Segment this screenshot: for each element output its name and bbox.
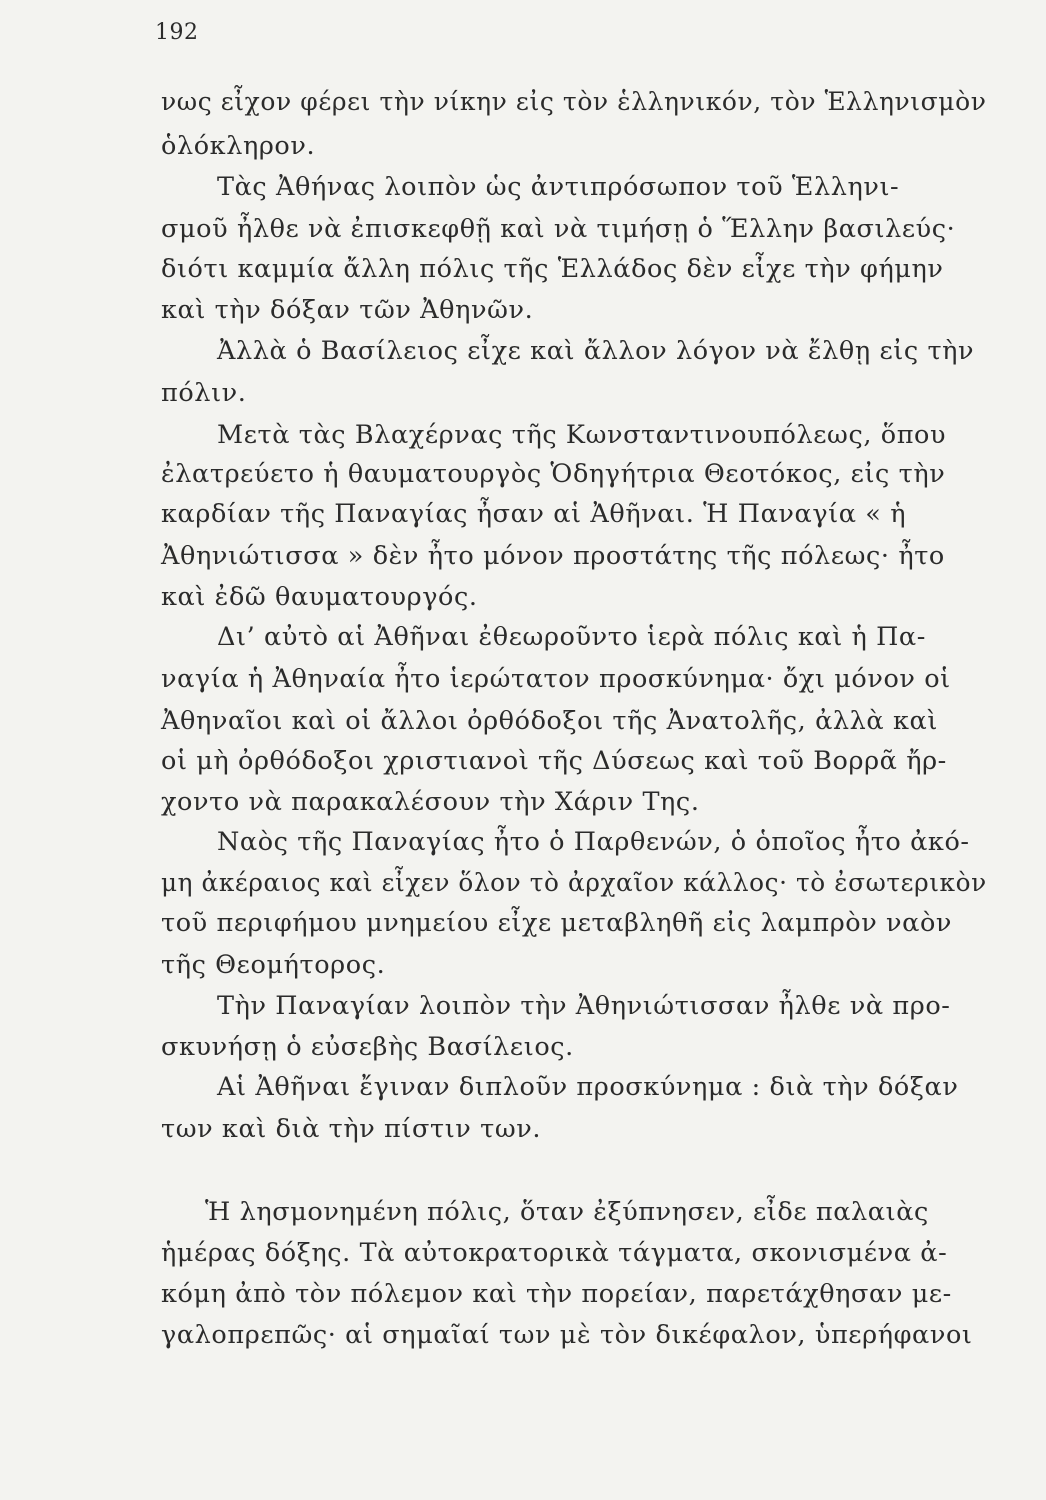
text-line: πόλιν.	[161, 378, 247, 408]
text-line: καὶ τὴν δόξαν τῶν Ἀθηνῶν.	[161, 295, 534, 325]
text-line: Αἱ Ἀθῆναι ἔγιναν διπλοῦν προσκύνημα : διὰ τὴν δόξαν	[217, 1072, 959, 1102]
text-line: Ἀλλὰ ὁ Βασίλειος εἶχε καὶ ἄλλον λόγον νὰ ἔλθῃ εἰς τὴν	[217, 336, 975, 366]
text-line: Δι’ αὐτὸ αἱ Ἀθῆναι ἐθεωροῦντο ἱερὰ πόλις καὶ ἡ Πα-	[217, 622, 926, 652]
text-line: Ἡ λησμονημένη πόλις, ὅταν ἐξύπνησεν, εἶδε παλαιὰς	[205, 1197, 929, 1227]
text-line: Μετὰ τὰς Βλαχέρνας τῆς Κωνσταντινουπόλεως, ὅπου	[217, 420, 947, 450]
text-line: Τὰς Ἀθήνας λοιπὸν ὡς ἀντιπρόσωπον τοῦ Ἑλληνι-	[217, 172, 900, 202]
text-line: σκυνήσῃ ὁ εὐσεβὴς Βασίλειος.	[161, 1032, 574, 1062]
text-line: καρδίαν τῆς Παναγίας ἦσαν αἱ Ἀθῆναι. Ἡ Παναγία « ἡ	[161, 499, 907, 529]
text-line: Ἀθηνιώτισσα » δὲν ἦτο μόνον προστάτης τῆς πόλεως· ἦτο	[161, 541, 945, 571]
text-line: τῆς Θεομήτορος.	[161, 950, 386, 980]
text-line: χοντο νὰ παρακαλέσουν τὴν Χάριν Της.	[161, 787, 700, 817]
text-line: κόμη ἀπὸ τὸν πόλεμον καὶ τὴν πορείαν, παρετάχθησαν με-	[161, 1279, 952, 1309]
text-line: καὶ ἐδῶ θαυματουργός.	[161, 582, 478, 612]
text-line: Ναὸς τῆς Παναγίας ἦτο ὁ Παρθενών, ὁ ὁποῖος ἦτο ἀκό-	[217, 827, 970, 857]
text-line: μη ἀκέραιος καὶ εἶχεν ὅλον τὸ ἀρχαῖον κάλλος· τὸ ἐσωτερικὸν	[161, 868, 987, 897]
text-line: ναγία ἡ Ἀθηναία ἦτο ἱερώτατον προσκύνημα· ὄχι μόνον οἱ	[161, 664, 951, 694]
page-number: 192	[155, 20, 199, 45]
text-line: διότι καμμία ἄλλη πόλις τῆς Ἑλλάδος δὲν εἶχε τὴν φήμην	[161, 254, 944, 284]
text-line: οἱ μὴ ὀρθόδοξοι χριστιανοὶ τῆς Δύσεως καὶ τοῦ Βορρᾶ ἤρ-	[161, 746, 947, 776]
text-line: Ἀθηναῖοι καὶ οἱ ἄλλοι ὀρθόδοξοι τῆς Ἀνατολῆς, ἀλλὰ καὶ	[161, 706, 938, 736]
text-line: των καὶ διὰ τὴν πίστιν των.	[161, 1114, 542, 1144]
text-line: τοῦ περιφήμου μνημείου εἶχε μεταβληθῆ εἰς λαμπρὸν ναὸν	[161, 908, 953, 938]
text-line: νως εἶχον φέρει τὴν νίκην εἰς τὸν ἑλληνικόν, τὸν Ἑλληνισμὸν	[161, 87, 987, 116]
text-line: ἡμέρας δόξης. Τὰ αὐτοκρατορικὰ τάγματα, σκονισμένα ἀ-	[161, 1238, 948, 1268]
text-line: ὁλόκληρον.	[161, 131, 316, 161]
text-line: γαλοπρεπῶς· αἱ σημαῖαί των μὲ τὸν δικέφαλον, ὑπερήφανοι	[161, 1320, 973, 1350]
text-line: ἐλατρεύετο ἡ θαυματουργὸς Ὁδηγήτρια Θεοτόκος, εἰς τὴν	[161, 459, 946, 489]
text-line: Τὴν Παναγίαν λοιπὸν τὴν Ἀθηνιώτισσαν ἦλθε νὰ προ-	[217, 991, 951, 1021]
text-line: σμοῦ ἦλθε νὰ ἐπισκεφθῇ καὶ νὰ τιμήσῃ ὁ Ἕλλην βασιλεύς·	[161, 214, 956, 244]
